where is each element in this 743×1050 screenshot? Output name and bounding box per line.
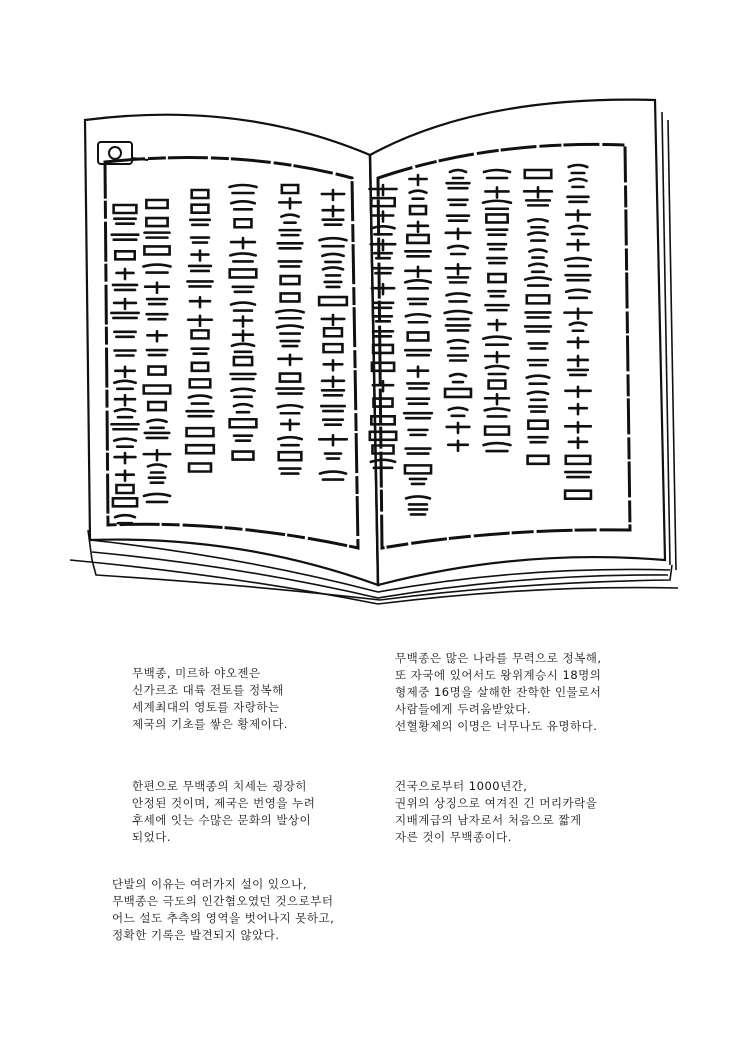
paragraph-line: 후세에 잇는 수많은 문화의 발상이 (132, 813, 312, 827)
paragraph-line: 무백종은 극도의 인간혐오였던 것으로부터 (112, 894, 334, 908)
paragraph-line: 제국의 기초를 쌓은 황제이다. (132, 717, 288, 731)
paragraph-line: 단발의 이유는 여러가지 설이 있으나, (112, 877, 307, 891)
paragraph-left-2 (132, 778, 315, 846)
paragraph-line: 되었다. (132, 830, 171, 844)
paragraph-line: 안정된 것이며, 제국은 번영을 누려 (132, 796, 316, 810)
paragraph-line: 세계최대의 영토를 자랑하는 (132, 700, 280, 714)
right-page-outline (370, 100, 665, 585)
paragraph-line: 사람들에게 두려움받았다. (395, 702, 532, 716)
paragraph-line: 무백종, 미르하 야오젠은 (132, 666, 261, 680)
paragraph-line: 권위의 상징으로 여겨진 긴 머리카락을 (395, 796, 598, 810)
paragraph-line: 무백종은 많은 나라를 무력으로 정복해, (395, 651, 602, 665)
paragraph-line: 지배계급의 남자로서 처음으로 짧게 (395, 813, 582, 827)
paragraph-line: 건국으로부터 1000년간, (395, 779, 528, 793)
paragraph-line: 또 자국에 있어서도 왕위계승시 18명의 (395, 668, 602, 682)
paragraph-line: 정확한 기록은 발견되지 않았다. (112, 928, 280, 942)
paragraph-line: 한편으로 무백종의 치세는 굉장히 (132, 779, 307, 793)
paragraph-right-1 (395, 650, 602, 735)
paragraph-right-2 (395, 778, 597, 846)
paragraph-line: 형제중 16명을 살해한 잔학한 인물로서 (395, 685, 602, 699)
paragraph-left-1 (132, 665, 288, 733)
paragraph-line: 신가르조 대륙 전토를 정복해 (132, 683, 284, 697)
paragraph-line: 선혈황제의 이명은 너무나도 유명하다. (395, 719, 598, 733)
paragraph-left-3 (112, 876, 334, 944)
paragraph-line: 어느 설도 추측의 영역을 벗어나지 못하고, (112, 911, 335, 925)
paragraph-line: 자른 것이 무백종이다. (395, 830, 512, 844)
